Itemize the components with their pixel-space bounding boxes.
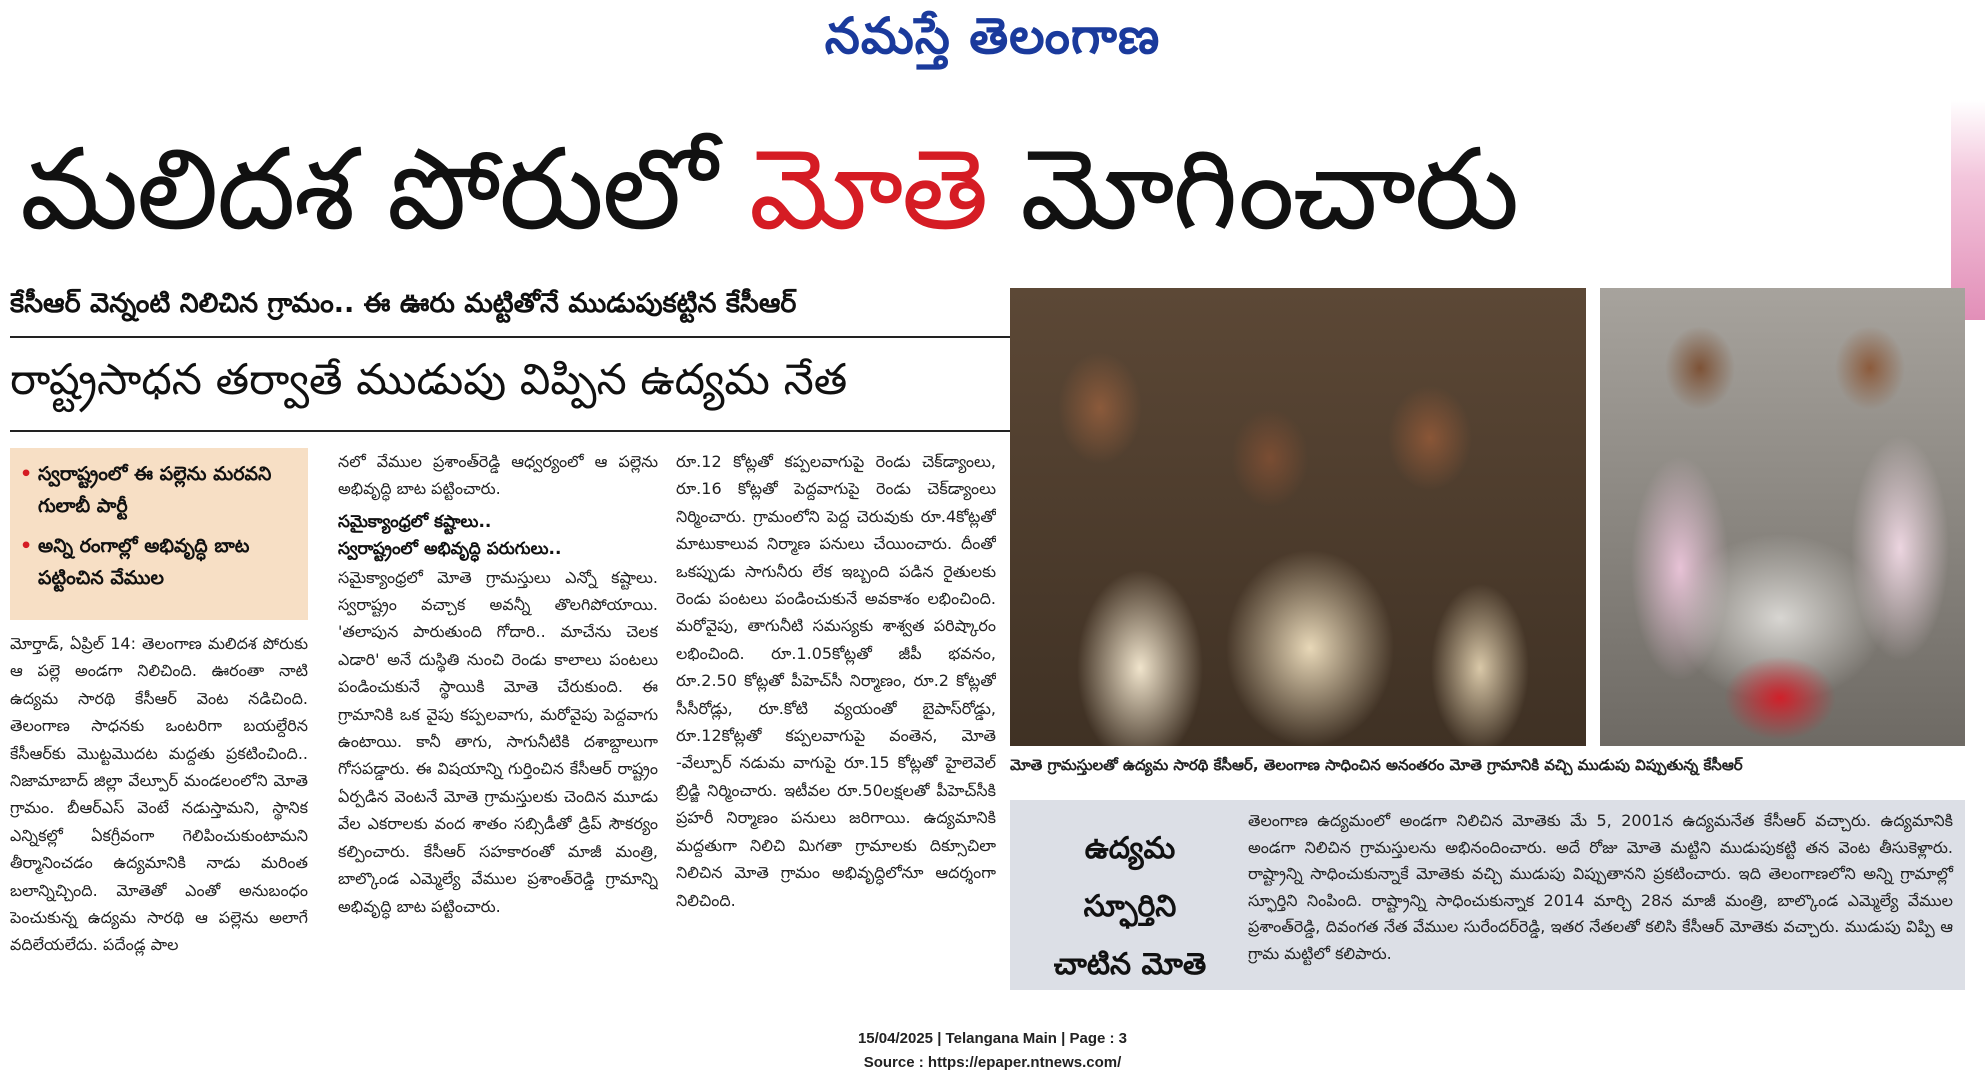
inspiration-box — [1010, 800, 1965, 990]
footer-edition-info: 15/04/2025 | Telangana Main | Page : 3 — [857, 1030, 1128, 1047]
divider — [10, 430, 1010, 432]
main-headline — [20, 115, 1960, 265]
headline-highlight: మోతె — [748, 125, 987, 255]
highlight-point: • స్వరాష్ట్రంలో ఈ పల్లెను మరవని గులాబీ పార్టీ — [20, 458, 298, 522]
article-paragraph: నలో వేముల ప్రశాంత్‌రెడ్డి ఆధ్వర్యంలో ఆ పల్లెను అభివృద్ధి బాట పట్టించారు. — [338, 452, 658, 499]
subheading-primary: కేసీఆర్ వెన్నంటి నిలిచిన గ్రామం.. ఈ ఊరు మట్టితోనే ముడుపుకట్టిన కేసీఆర్ — [10, 288, 797, 319]
section-subheading: సమైక్యాంధ్రలో కష్టాలు.. — [338, 511, 492, 532]
highlights-box — [10, 448, 308, 620]
article-column-3 — [676, 448, 996, 1010]
inspiration-box-body: తెలంగాణ ఉద్యమంలో అండగా నిలిచిన మోతెకు మే 5, 2001న ఉద్యమనేత కేసీఆర్ వచ్చారు. ఉద్యమానికి అండగా నిలిచిన గ్రామస్తులను అభినందించారు. అదే రోజు మోతె మట్టిని ముడుపుకట్టి తన వెంట తీసుకెళ్లారు. రాష్ట్రాన్ని సాధించుకున్నాకే మోతెకు వచ్చి ముడుపు విప్పుతానని ప్రకటించారు. ఇది తెలంగాణలోని అన్ని గ్రామాల్లో స్ఫూర్తిని నింపింది. రాష్ట్రాన్ని సాధించుకున్నాక 2014 మార్చి 28న మాజీ మంత్రి, బాల్కొండ ఎమ్మెల్యే వేముల ప్రశాంత్‌రెడ్డి, దివంగత నేత వేముల సురేందర్‌రెడ్డి, ఇతర నేతలతో కలిసి కేసీఆర్ మోతెకు వచ్చారు. ముడుపు విప్పి ఆ గ్రామ మట్టిలో కలిపారు. — [1248, 811, 1953, 963]
article-paragraph: సమైక్యాంధ్రలో మోతె గ్రామస్తులు ఎన్నో కష్టాలు. స్వరాష్ట్రం వచ్చాక అవన్నీ తొలగిపోయాయి. 'తలాపున పారుతుంది గోదారి.. మాచేను చెలక ఎడారి' అనే దుస్థితి నుంచి రెండు కాలాలు పంటలు పండించుకునే స్థాయికి మోతె చేరుకుంది. ఈ గ్రామానికి ఒక వైపు కప్పలవాగు, మరోవైపు పెద్దవాగు ఉంటాయి. కానీ తాగు, సాగునీటికి దశాబ్దాలుగా గోసపడ్డారు. ఈ విషయాన్ని గుర్తించిన కేసీఆర్ రాష్ట్రం ఏర్పడిన వెంటనే మోతె గ్రామస్తులకు చెందిన మూడు వేల ఎకరాలకు వంద శాతం సబ్సిడీతో డ్రిప్ సౌకర్యం కల్పించారు. కేసీఆర్ సహకారంతో మాజీ మంత్రి, బాల్కొండ ఎమ్మెల్యే వేముల ప్రశాంత్‌రెడ్డి గ్రామాన్ని అభివృద్ధి బాట పట్టించారు. — [338, 567, 658, 916]
article-column-1 — [10, 630, 308, 1010]
inspiration-title-line: చాటిన మోతె — [1053, 947, 1207, 982]
newspaper-masthead: నమస్తే తెలంగాణ — [824, 6, 1161, 65]
article-paragraph: రూ.12 కోట్లతో కప్పలవాగుపై రెండు చెక్‌డ్యాంలు, రూ.16 కోట్లతో పెద్దవాగుపై రెండు చెక్‌డ్యాంలు నిర్మించారు. గ్రామంలోని పెద్ద చెరువుకు రూ.4కోట్లతో మాటుకాలువ నిర్మాణ పనులు చేయించారు. దీంతో ఒకప్పుడు సాగునీరు లేక ఇబ్బంది పడిన రైతులకు రెండు పంటలు పండించుకునే అవకాశం లభించింది. మరోవైపు, తాగునీటి సమస్యకు శాశ్వత పరిష్కారం లభించింది. రూ.1.05కోట్లతో జీపీ భవనం, రూ.2.50 కోట్లతో పీహెచ్‌సీ నిర్మాణం, రూ.2 కోట్లతో సీసీరోడ్లు, రూ.కోటి వ్యయంతో బైపాస్‌రోడ్డు, రూ.12కోట్లతో కప్పలవాగుపై వంతెన, మోతె -వేల్పూర్ నడుమ వాగుపై రూ.15 కోట్లతో హైలెవెల్ బ్రిడ్జి నిర్మించారు. ఇటీవల రూ.50లక్షలతో పీహెచ్‌సీకి ప్రహరీ నిర్మాణం పనులు జరిగాయి. ఉద్యమానికి మద్దతుగా నిలిచి మిగతా గ్రామాలకు దిక్సూచిలా నిలిచిన మోతె గ్రామం అభివృద్ధిలోనూ ఆదర్శంగా నిలిచింది. — [676, 452, 996, 910]
section-subheading: స్వరాష్ట్రంలో అభివృద్ధి పరుగులు.. — [338, 539, 562, 560]
inspiration-box-title — [1030, 820, 1230, 994]
photo-villagers-with-kcr — [1010, 288, 1586, 746]
photo-caption: మోతె గ్రామస్తులతో ఉద్యమ సారథి కేసీఆర్, తెలంగాణ సాధించిన అనంతరం మోతె గ్రామానికి వచ్చి ముడుపు విప్పుతున్న కేసీఆర్ — [1010, 756, 1743, 774]
inspiration-title-line: ఉద్యమ — [1084, 831, 1176, 866]
decorative-map-strip — [1951, 100, 1985, 320]
headline-part2: మోగించారు — [986, 125, 1518, 255]
footer-source-link[interactable]: Source : https://epaper.ntnews.com/ — [863, 1054, 1122, 1071]
highlight-point: • అన్ని రంగాల్లో అభివృద్ధి బాట పట్టించిన వేముల — [20, 530, 298, 594]
inspiration-title-line: స్ఫూర్తిని — [1083, 889, 1177, 924]
article-paragraph: మోర్తాడ్, ఏప్రిల్ 14: తెలంగాణ మలిదశ పోరుకు ఆ పల్లె అండగా నిలిచింది. ఊరంతా నాటి ఉద్యమ సారథి కేసీఆర్ వెంట నడిచింది. తెలంగాణ సాధనకు ఒంటరిగా బయల్దేరిన కేసీఆర్‌కు మొట్టమొదట మద్దతు ప్రకటించింది.. నిజామాబాద్ జిల్లా వేల్పూర్ మండలంలోని మోతె గ్రామం. బీఆర్ఎస్ వెంటే నడుస్తామని, స్థానిక ఎన్నికల్లో ఏకగ్రీవంగా గెలిపించుకుంటామని తీర్మానించడం ఉద్యమానికి నాడు మరింత బలాన్నిచ్చింది. మోతెతో ఎంతో అనుబంధం పెంచుకున్న ఉద్యమ సారథి ఆ పల్లెను అలాగే వదిలేయలేదు. పదేండ్ల పాల — [10, 634, 308, 955]
photo-kcr-untying-bundle — [1600, 288, 1965, 746]
article-column-2 — [338, 448, 658, 1010]
divider — [10, 336, 1010, 338]
headline-part1: మలిదశ పోరులో — [20, 125, 749, 255]
subheading-secondary: రాష్ట్రసాధన తర్వాతే ముడుపు విప్పిన ఉద్యమ నేత — [10, 355, 848, 405]
